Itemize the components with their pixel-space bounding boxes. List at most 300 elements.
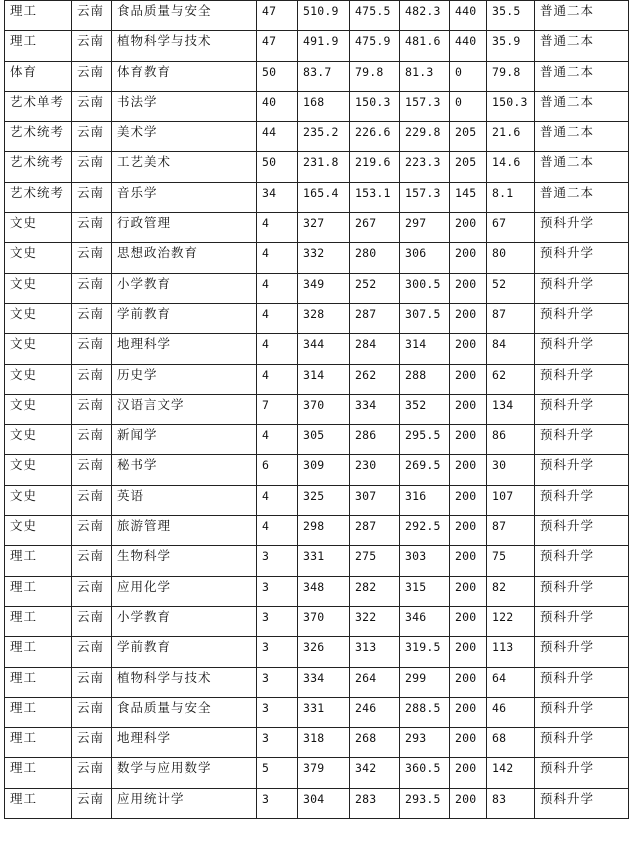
batch-cell: 预科升学 [535, 273, 629, 303]
major-cell: 地理科学 [112, 728, 257, 758]
enrolled-cell: 4 [257, 273, 298, 303]
category-cell: 理工 [5, 697, 72, 727]
max-score-cell: 231.8 [298, 152, 350, 182]
enrolled-cell: 4 [257, 243, 298, 273]
enrolled-cell: 3 [257, 697, 298, 727]
enrolled-cell: 4 [257, 213, 298, 243]
province-cell: 云南 [72, 425, 112, 455]
major-cell: 地理科学 [112, 334, 257, 364]
control-line-cell: 205 [450, 152, 487, 182]
enrolled-cell: 40 [257, 91, 298, 121]
province-cell: 云南 [72, 637, 112, 667]
batch-cell: 预科升学 [535, 394, 629, 424]
batch-cell: 预科升学 [535, 334, 629, 364]
province-cell: 云南 [72, 334, 112, 364]
batch-cell: 预科升学 [535, 606, 629, 636]
major-cell: 食品质量与安全 [112, 1, 257, 31]
min-score-cell: 150.3 [350, 91, 400, 121]
control-line-cell: 200 [450, 394, 487, 424]
min-score-cell: 313 [350, 637, 400, 667]
margin-cell: 14.6 [487, 152, 535, 182]
enrolled-cell: 4 [257, 516, 298, 546]
category-cell: 文史 [5, 213, 72, 243]
avg-score-cell: 288 [400, 364, 450, 394]
table-row [5, 122, 629, 152]
batch-cell: 预科升学 [535, 728, 629, 758]
max-score-cell: 331 [298, 546, 350, 576]
table-row [5, 182, 629, 212]
major-cell: 植物科学与技术 [112, 31, 257, 61]
margin-cell: 87 [487, 516, 535, 546]
major-cell: 生物科学 [112, 546, 257, 576]
max-score-cell: 309 [298, 455, 350, 485]
table-row [5, 637, 629, 667]
margin-cell: 134 [487, 394, 535, 424]
table-row [5, 1, 629, 31]
table-row [5, 455, 629, 485]
province-cell: 云南 [72, 1, 112, 31]
max-score-cell: 348 [298, 576, 350, 606]
margin-cell: 68 [487, 728, 535, 758]
avg-score-cell: 299 [400, 667, 450, 697]
major-cell: 秘书学 [112, 455, 257, 485]
margin-cell: 84 [487, 334, 535, 364]
avg-score-cell: 300.5 [400, 273, 450, 303]
enrolled-cell: 3 [257, 606, 298, 636]
margin-cell: 150.3 [487, 91, 535, 121]
admissions-score-table [4, 0, 629, 819]
category-cell: 文史 [5, 455, 72, 485]
enrolled-cell: 50 [257, 61, 298, 91]
enrolled-cell: 47 [257, 1, 298, 31]
control-line-cell: 200 [450, 728, 487, 758]
control-line-cell: 200 [450, 606, 487, 636]
table-row [5, 213, 629, 243]
province-cell: 云南 [72, 516, 112, 546]
batch-cell: 预科升学 [535, 303, 629, 333]
avg-score-cell: 482.3 [400, 1, 450, 31]
category-cell: 文史 [5, 394, 72, 424]
max-score-cell: 491.9 [298, 31, 350, 61]
batch-cell: 普通二本 [535, 61, 629, 91]
batch-cell: 预科升学 [535, 697, 629, 727]
table-row [5, 303, 629, 333]
major-cell: 数学与应用数学 [112, 758, 257, 788]
enrolled-cell: 4 [257, 334, 298, 364]
batch-cell: 普通二本 [535, 91, 629, 121]
max-score-cell: 328 [298, 303, 350, 333]
max-score-cell: 314 [298, 364, 350, 394]
margin-cell: 122 [487, 606, 535, 636]
category-cell: 理工 [5, 1, 72, 31]
min-score-cell: 475.5 [350, 1, 400, 31]
enrolled-cell: 44 [257, 122, 298, 152]
province-cell: 云南 [72, 243, 112, 273]
category-cell: 文史 [5, 303, 72, 333]
table-row [5, 667, 629, 697]
control-line-cell: 200 [450, 788, 487, 818]
max-score-cell: 168 [298, 91, 350, 121]
province-cell: 云南 [72, 697, 112, 727]
enrolled-cell: 3 [257, 788, 298, 818]
control-line-cell: 200 [450, 576, 487, 606]
table-row [5, 697, 629, 727]
province-cell: 云南 [72, 485, 112, 515]
category-cell: 理工 [5, 728, 72, 758]
control-line-cell: 200 [450, 697, 487, 727]
category-cell: 理工 [5, 667, 72, 697]
major-cell: 应用统计学 [112, 788, 257, 818]
min-score-cell: 286 [350, 425, 400, 455]
table-row [5, 606, 629, 636]
category-cell: 文史 [5, 273, 72, 303]
major-cell: 音乐学 [112, 182, 257, 212]
control-line-cell: 200 [450, 213, 487, 243]
batch-cell: 普通二本 [535, 152, 629, 182]
category-cell: 理工 [5, 576, 72, 606]
category-cell: 理工 [5, 637, 72, 667]
control-line-cell: 0 [450, 61, 487, 91]
province-cell: 云南 [72, 182, 112, 212]
province-cell: 云南 [72, 546, 112, 576]
batch-cell: 预科升学 [535, 576, 629, 606]
table-row [5, 728, 629, 758]
min-score-cell: 283 [350, 788, 400, 818]
enrolled-cell: 4 [257, 425, 298, 455]
province-cell: 云南 [72, 303, 112, 333]
control-line-cell: 200 [450, 273, 487, 303]
batch-cell: 预科升学 [535, 546, 629, 576]
margin-cell: 21.6 [487, 122, 535, 152]
control-line-cell: 200 [450, 546, 487, 576]
table-row [5, 394, 629, 424]
major-cell: 汉语言文学 [112, 394, 257, 424]
min-score-cell: 219.6 [350, 152, 400, 182]
province-cell: 云南 [72, 758, 112, 788]
enrolled-cell: 34 [257, 182, 298, 212]
table-row [5, 31, 629, 61]
enrolled-cell: 6 [257, 455, 298, 485]
category-cell: 艺术统考 [5, 182, 72, 212]
min-score-cell: 287 [350, 303, 400, 333]
category-cell: 文史 [5, 243, 72, 273]
margin-cell: 86 [487, 425, 535, 455]
control-line-cell: 200 [450, 485, 487, 515]
max-score-cell: 304 [298, 788, 350, 818]
major-cell: 学前教育 [112, 637, 257, 667]
table-row [5, 61, 629, 91]
province-cell: 云南 [72, 455, 112, 485]
max-score-cell: 510.9 [298, 1, 350, 31]
batch-cell: 预科升学 [535, 485, 629, 515]
batch-cell: 预科升学 [535, 758, 629, 788]
margin-cell: 113 [487, 637, 535, 667]
min-score-cell: 334 [350, 394, 400, 424]
margin-cell: 46 [487, 697, 535, 727]
control-line-cell: 200 [450, 425, 487, 455]
min-score-cell: 153.1 [350, 182, 400, 212]
max-score-cell: 332 [298, 243, 350, 273]
enrolled-cell: 4 [257, 485, 298, 515]
avg-score-cell: 223.3 [400, 152, 450, 182]
category-cell: 文史 [5, 425, 72, 455]
province-cell: 云南 [72, 394, 112, 424]
major-cell: 植物科学与技术 [112, 667, 257, 697]
table-row [5, 576, 629, 606]
batch-cell: 预科升学 [535, 637, 629, 667]
batch-cell: 预科升学 [535, 788, 629, 818]
enrolled-cell: 3 [257, 546, 298, 576]
table-row [5, 546, 629, 576]
avg-score-cell: 157.3 [400, 91, 450, 121]
avg-score-cell: 295.5 [400, 425, 450, 455]
min-score-cell: 262 [350, 364, 400, 394]
min-score-cell: 268 [350, 728, 400, 758]
batch-cell: 预科升学 [535, 667, 629, 697]
margin-cell: 107 [487, 485, 535, 515]
control-line-cell: 200 [450, 455, 487, 485]
batch-cell: 预科升学 [535, 516, 629, 546]
avg-score-cell: 352 [400, 394, 450, 424]
min-score-cell: 267 [350, 213, 400, 243]
avg-score-cell: 229.8 [400, 122, 450, 152]
category-cell: 艺术单考 [5, 91, 72, 121]
control-line-cell: 0 [450, 91, 487, 121]
category-cell: 文史 [5, 334, 72, 364]
control-line-cell: 200 [450, 516, 487, 546]
max-score-cell: 379 [298, 758, 350, 788]
avg-score-cell: 306 [400, 243, 450, 273]
major-cell: 小学教育 [112, 273, 257, 303]
min-score-cell: 322 [350, 606, 400, 636]
avg-score-cell: 307.5 [400, 303, 450, 333]
enrolled-cell: 5 [257, 758, 298, 788]
margin-cell: 35.5 [487, 1, 535, 31]
table-row [5, 364, 629, 394]
avg-score-cell: 314 [400, 334, 450, 364]
table-row [5, 788, 629, 818]
max-score-cell: 83.7 [298, 61, 350, 91]
category-cell: 艺术统考 [5, 122, 72, 152]
province-cell: 云南 [72, 122, 112, 152]
enrolled-cell: 3 [257, 576, 298, 606]
margin-cell: 142 [487, 758, 535, 788]
major-cell: 行政管理 [112, 213, 257, 243]
table-row [5, 91, 629, 121]
margin-cell: 67 [487, 213, 535, 243]
max-score-cell: 305 [298, 425, 350, 455]
control-line-cell: 145 [450, 182, 487, 212]
province-cell: 云南 [72, 31, 112, 61]
control-line-cell: 440 [450, 31, 487, 61]
control-line-cell: 200 [450, 667, 487, 697]
batch-cell: 普通二本 [535, 122, 629, 152]
batch-cell: 普通二本 [535, 31, 629, 61]
major-cell: 英语 [112, 485, 257, 515]
major-cell: 书法学 [112, 91, 257, 121]
province-cell: 云南 [72, 273, 112, 303]
min-score-cell: 475.9 [350, 31, 400, 61]
min-score-cell: 342 [350, 758, 400, 788]
max-score-cell: 165.4 [298, 182, 350, 212]
major-cell: 新闻学 [112, 425, 257, 455]
avg-score-cell: 157.3 [400, 182, 450, 212]
margin-cell: 35.9 [487, 31, 535, 61]
avg-score-cell: 293.5 [400, 788, 450, 818]
category-cell: 理工 [5, 606, 72, 636]
max-score-cell: 298 [298, 516, 350, 546]
province-cell: 云南 [72, 152, 112, 182]
major-cell: 体育教育 [112, 61, 257, 91]
province-cell: 云南 [72, 728, 112, 758]
batch-cell: 预科升学 [535, 213, 629, 243]
control-line-cell: 205 [450, 122, 487, 152]
province-cell: 云南 [72, 576, 112, 606]
table-row [5, 152, 629, 182]
avg-score-cell: 319.5 [400, 637, 450, 667]
major-cell: 小学教育 [112, 606, 257, 636]
category-cell: 理工 [5, 788, 72, 818]
enrolled-cell: 4 [257, 303, 298, 333]
enrolled-cell: 47 [257, 31, 298, 61]
min-score-cell: 287 [350, 516, 400, 546]
avg-score-cell: 303 [400, 546, 450, 576]
category-cell: 文史 [5, 364, 72, 394]
category-cell: 理工 [5, 31, 72, 61]
table-row [5, 516, 629, 546]
table-row [5, 425, 629, 455]
min-score-cell: 264 [350, 667, 400, 697]
batch-cell: 普通二本 [535, 1, 629, 31]
min-score-cell: 79.8 [350, 61, 400, 91]
max-score-cell: 327 [298, 213, 350, 243]
min-score-cell: 226.6 [350, 122, 400, 152]
min-score-cell: 307 [350, 485, 400, 515]
margin-cell: 82 [487, 576, 535, 606]
margin-cell: 52 [487, 273, 535, 303]
avg-score-cell: 360.5 [400, 758, 450, 788]
avg-score-cell: 481.6 [400, 31, 450, 61]
avg-score-cell: 288.5 [400, 697, 450, 727]
margin-cell: 30 [487, 455, 535, 485]
max-score-cell: 325 [298, 485, 350, 515]
category-cell: 体育 [5, 61, 72, 91]
enrolled-cell: 3 [257, 667, 298, 697]
max-score-cell: 349 [298, 273, 350, 303]
control-line-cell: 440 [450, 1, 487, 31]
margin-cell: 64 [487, 667, 535, 697]
province-cell: 云南 [72, 788, 112, 818]
margin-cell: 8.1 [487, 182, 535, 212]
avg-score-cell: 297 [400, 213, 450, 243]
min-score-cell: 282 [350, 576, 400, 606]
margin-cell: 75 [487, 546, 535, 576]
batch-cell: 普通二本 [535, 182, 629, 212]
min-score-cell: 275 [350, 546, 400, 576]
margin-cell: 79.8 [487, 61, 535, 91]
avg-score-cell: 293 [400, 728, 450, 758]
province-cell: 云南 [72, 364, 112, 394]
province-cell: 云南 [72, 667, 112, 697]
max-score-cell: 235.2 [298, 122, 350, 152]
max-score-cell: 318 [298, 728, 350, 758]
category-cell: 文史 [5, 485, 72, 515]
province-cell: 云南 [72, 61, 112, 91]
enrolled-cell: 7 [257, 394, 298, 424]
max-score-cell: 331 [298, 697, 350, 727]
avg-score-cell: 292.5 [400, 516, 450, 546]
control-line-cell: 200 [450, 637, 487, 667]
batch-cell: 预科升学 [535, 425, 629, 455]
enrolled-cell: 3 [257, 637, 298, 667]
major-cell: 食品质量与安全 [112, 697, 257, 727]
avg-score-cell: 81.3 [400, 61, 450, 91]
margin-cell: 83 [487, 788, 535, 818]
max-score-cell: 370 [298, 606, 350, 636]
major-cell: 历史学 [112, 364, 257, 394]
margin-cell: 62 [487, 364, 535, 394]
table-body [5, 1, 629, 819]
min-score-cell: 246 [350, 697, 400, 727]
margin-cell: 80 [487, 243, 535, 273]
major-cell: 应用化学 [112, 576, 257, 606]
control-line-cell: 200 [450, 334, 487, 364]
margin-cell: 87 [487, 303, 535, 333]
control-line-cell: 200 [450, 243, 487, 273]
category-cell: 理工 [5, 758, 72, 788]
major-cell: 学前教育 [112, 303, 257, 333]
max-score-cell: 370 [298, 394, 350, 424]
major-cell: 思想政治教育 [112, 243, 257, 273]
control-line-cell: 200 [450, 303, 487, 333]
enrolled-cell: 4 [257, 364, 298, 394]
category-cell: 艺术统考 [5, 152, 72, 182]
min-score-cell: 230 [350, 455, 400, 485]
table-row [5, 334, 629, 364]
table-row [5, 485, 629, 515]
avg-score-cell: 316 [400, 485, 450, 515]
enrolled-cell: 3 [257, 728, 298, 758]
batch-cell: 预科升学 [535, 455, 629, 485]
max-score-cell: 334 [298, 667, 350, 697]
batch-cell: 预科升学 [535, 243, 629, 273]
batch-cell: 预科升学 [535, 364, 629, 394]
enrolled-cell: 50 [257, 152, 298, 182]
max-score-cell: 344 [298, 334, 350, 364]
province-cell: 云南 [72, 606, 112, 636]
avg-score-cell: 346 [400, 606, 450, 636]
control-line-cell: 200 [450, 758, 487, 788]
category-cell: 理工 [5, 546, 72, 576]
major-cell: 美术学 [112, 122, 257, 152]
table-row [5, 273, 629, 303]
province-cell: 云南 [72, 91, 112, 121]
major-cell: 旅游管理 [112, 516, 257, 546]
avg-score-cell: 315 [400, 576, 450, 606]
avg-score-cell: 269.5 [400, 455, 450, 485]
category-cell: 文史 [5, 516, 72, 546]
admissions-table-container [4, 0, 628, 819]
major-cell: 工艺美术 [112, 152, 257, 182]
min-score-cell: 252 [350, 273, 400, 303]
min-score-cell: 280 [350, 243, 400, 273]
table-row [5, 243, 629, 273]
min-score-cell: 284 [350, 334, 400, 364]
table-row [5, 758, 629, 788]
control-line-cell: 200 [450, 364, 487, 394]
max-score-cell: 326 [298, 637, 350, 667]
province-cell: 云南 [72, 213, 112, 243]
